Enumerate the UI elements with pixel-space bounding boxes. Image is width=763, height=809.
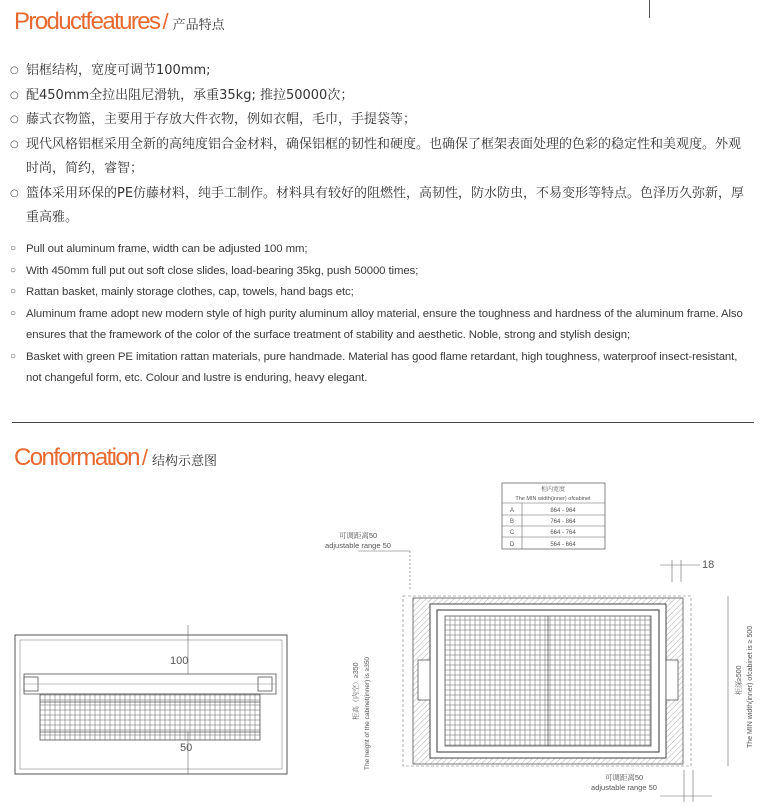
- top-view-drawing: [403, 596, 691, 766]
- spec-row-range: 864 - 964: [550, 508, 576, 514]
- features-slash: /: [162, 9, 169, 34]
- side-view-drawing: [15, 625, 287, 774]
- features-title: Productfeatures: [14, 8, 160, 35]
- list-item: [10, 84, 752, 109]
- adjust-bottom-label-cn: 可调距离50: [604, 773, 644, 782]
- spec-row-code: B: [509, 519, 515, 525]
- feature-text-cn: 藤式衣物篮，主要用于存放大件衣物，例如衣帽，毛巾，手提袋等；: [26, 112, 417, 127]
- feature-text-cn: 铝框结构，宽度可调节100mm;: [26, 63, 211, 78]
- adjust-top-label-cn: 可调距离50: [338, 531, 378, 540]
- dim-100-label: 100: [170, 655, 189, 667]
- dim-50-label: 50: [180, 742, 193, 754]
- feature-text-cn: 篮体采用环保的PE仿藤材料，纯手工制作。材料具有较好的阻燃性，高韧性，防水防虫，不易变形等特点。色泽历久弥新，厚重高雅。: [26, 185, 745, 225]
- adjust-top-label-en: adjustable range 50: [325, 541, 391, 550]
- bullet-circle-icon: ○: [10, 350, 16, 362]
- conformation-slash: /: [141, 445, 148, 470]
- bullet-circle-icon: ○: [10, 264, 16, 276]
- adjust-bottom-label-en: adjustable range 50: [591, 783, 657, 792]
- top-divider-line: [649, 0, 650, 18]
- height-label-en: The height of the cabinet(inner) is ≥350: [364, 656, 371, 770]
- list-item: [10, 133, 752, 182]
- spec-row-range: 664 - 764: [550, 530, 576, 536]
- list-item: [10, 182, 752, 231]
- feature-text-cn: 现代风格铝框采用全新的高纯度铝合金材料，确保铝框的韧性和硬度。也确保了框架表面处理的色彩的稳定性和美观度。外观时尚，简约，睿智；: [26, 136, 742, 176]
- conformation-header: [14, 444, 217, 472]
- feature-text-en: Basket with green PE imitation rattan materials, pure handmade. Material has good flame retardant, high toughness, waterproof insect-resistant, not changeful form, etc. Colour and lustre is enduring, heavy elegant.: [26, 350, 738, 384]
- list-item: [10, 59, 752, 84]
- depth-label-en: The MIN width(inner) ofcabinet is ≥ 500: [747, 625, 754, 748]
- bullet-circle-icon: ○: [10, 307, 16, 319]
- bullet-circle-icon: ○: [10, 114, 19, 125]
- bullet-circle-icon: ○: [10, 243, 16, 254]
- bullet-circle-icon: ○: [10, 138, 19, 150]
- spec-row-range: 564 - 664: [550, 542, 576, 548]
- list-item: [10, 239, 752, 261]
- conformation-subtitle: 结构示意图: [152, 454, 218, 469]
- feature-text-en: Aluminum frame adopt new modern style of high purity aluminum alloy material, ensure the toughness and hardness of the aluminum frame. Also ensures that the framework of the color of the surface treatment of stability and aesthetic. Noble, strong and stylish design;: [26, 307, 743, 341]
- spec-row-range: 764 - 864: [550, 519, 576, 525]
- depth-label-cn: 柜深≥500: [736, 665, 743, 695]
- bullet-circle-icon: ○: [10, 286, 16, 297]
- feature-text-cn: 配450mm全拉出阻尼滑轨，承重35kg; 推拉50000次；: [26, 87, 354, 103]
- bullet-circle-icon: ○: [10, 187, 19, 199]
- spec-row-code: A: [509, 508, 515, 514]
- features-cn-list: [10, 59, 752, 231]
- feature-text-en: Pull out aluminum frame, width can be adjusted 100 mm;: [26, 243, 308, 255]
- spec-table-header-en: The MIN width(inner) ofcabinet: [515, 496, 591, 502]
- bullet-circle-icon: ○: [10, 65, 19, 76]
- features-header: [14, 8, 225, 36]
- conformation-title: Conformation: [14, 444, 139, 471]
- spec-row-code: D: [509, 542, 515, 548]
- spec-table-header-cn: 柜内宽度: [540, 487, 566, 493]
- spec-table: [502, 483, 605, 549]
- list-item: [10, 282, 752, 304]
- dim-18-label: 18: [702, 559, 715, 571]
- list-item: [10, 261, 752, 283]
- structure-diagram: [0, 470, 763, 809]
- features-en-list: [10, 239, 752, 390]
- spec-row-code: C: [509, 530, 515, 536]
- list-item: [10, 347, 752, 390]
- section-divider: [12, 422, 754, 423]
- height-label-cn: 柜高（内空）≥350: [353, 662, 360, 720]
- feature-text-en: With 450mm full put out soft close slides, load-bearing 35kg, push 50000 times;: [26, 264, 419, 277]
- bullet-circle-icon: ○: [10, 89, 19, 101]
- features-subtitle: 产品特点: [172, 18, 225, 33]
- list-item: [10, 304, 752, 347]
- feature-text-en: Rattan basket, mainly storage clothes, cap, towels, hand bags etc;: [26, 286, 354, 298]
- list-item: [10, 108, 752, 133]
